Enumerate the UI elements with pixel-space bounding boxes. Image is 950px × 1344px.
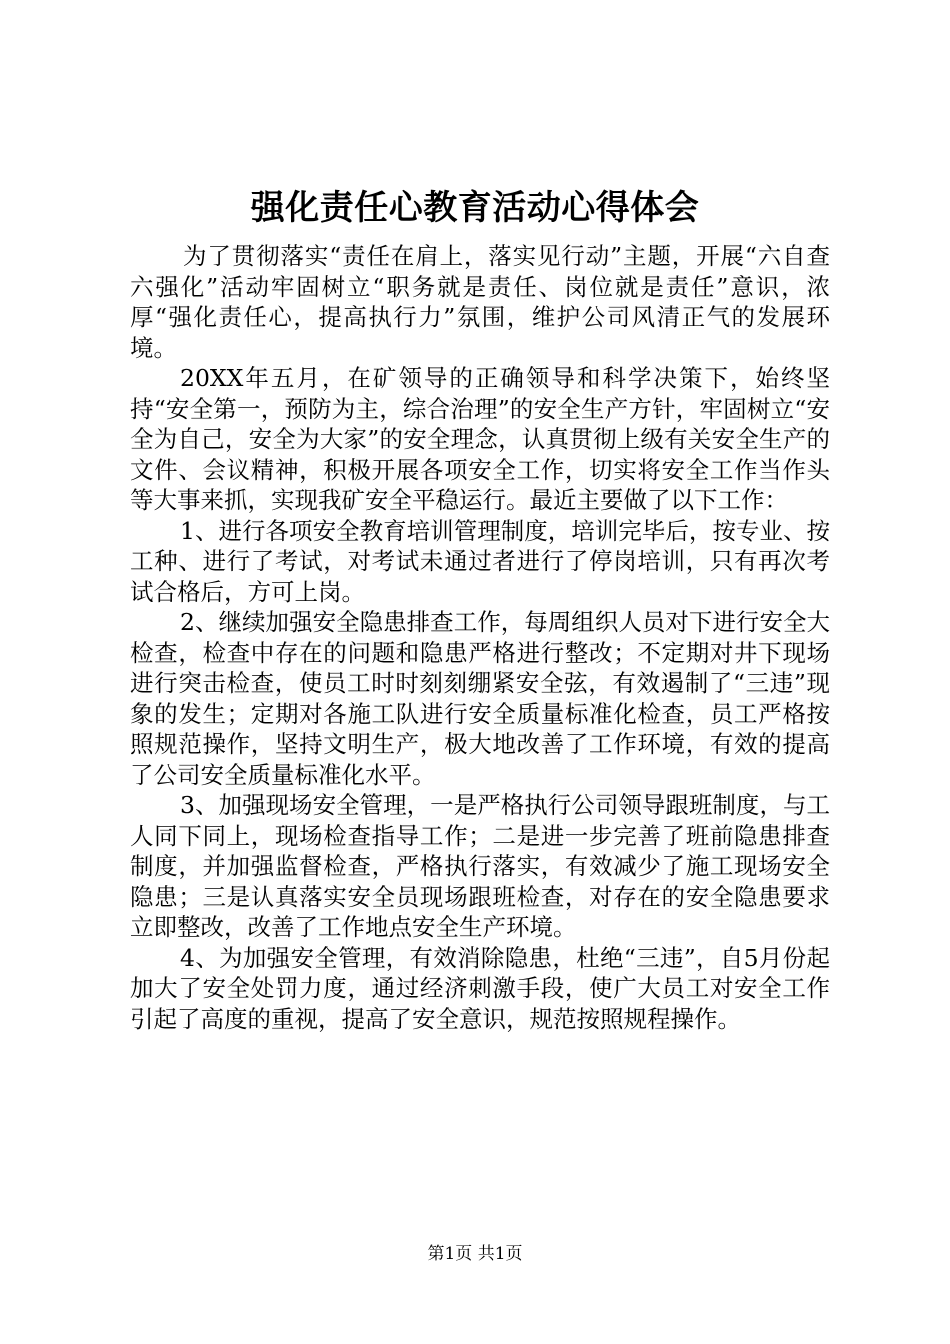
- document-title: 强化责任心教育活动心得体会: [250, 188, 700, 228]
- paragraph-item-3: 3、加强现场安全管理，一是严格执行公司领导跟班制度，与工人同下同上，现场检查指导工作；二是进一步完善了班前隐患排查制度，并加强监督检查，严格执行落实，有效减少了施工现场安全隐患；三是认真落实安全员现场跟班检查，对存在的安全隐患要求立即整改，改善了工作地点安全生产环境。: [130, 791, 830, 941]
- page-number-footer: 第1页 共1页: [427, 1244, 523, 1264]
- document-body: [130, 241, 830, 1034]
- paragraph-item-1: 1、进行各项安全教育培训管理制度，培训完毕后，按专业、按工种、进行了考试，对考试未通过者进行了停岗培训，只有再次考试合格后，方可上岗。: [130, 516, 830, 606]
- paragraph-intro: 为了贯彻落实“责任在肩上，落实见行动”主题，开展“六自查六强化”活动牢固树立“职务就是责任、岗位就是责任”意识，浓厚“强化责任心，提高执行力”氛围，维护公司风清正气的发展环境。: [130, 242, 830, 362]
- paragraph-item-4: 4、为加强安全管理，有效消除隐患，杜绝“三违”，自5月份起加大了安全处罚力度，通过经济刺激手段，使广大员工对安全工作引起了高度的重视，提高了安全意识，规范按照规程操作。: [130, 943, 830, 1033]
- paragraph-overview: 20XX年五月，在矿领导的正确领导和科学决策下，始终坚持“安全第一，预防为主，综合治理”的安全生产方针，牢固树立“安全为自己，安全为大家”的安全理念，认真贯彻上级有关安全生产的文件、会议精神，积极开展各项安全工作，切实将安全工作当作头等大事来抓，实现我矿安全平稳运行。最近主要做了以下工作：: [130, 364, 830, 514]
- paragraph-item-2: 2、继续加强安全隐患排查工作，每周组织人员对下进行安全大检查，检查中存在的问题和隐患严格进行整改；不定期对井下现场进行突击检查，使员工时时刻刻绷紧安全弦，有效遏制了“三违”现象的发生；定期对各施工队进行安全质量标准化检查，员工严格按照规范操作，坚持文明生产，极大地改善了工作环境，有效的提高了公司安全质量标准化水平。: [130, 608, 830, 789]
